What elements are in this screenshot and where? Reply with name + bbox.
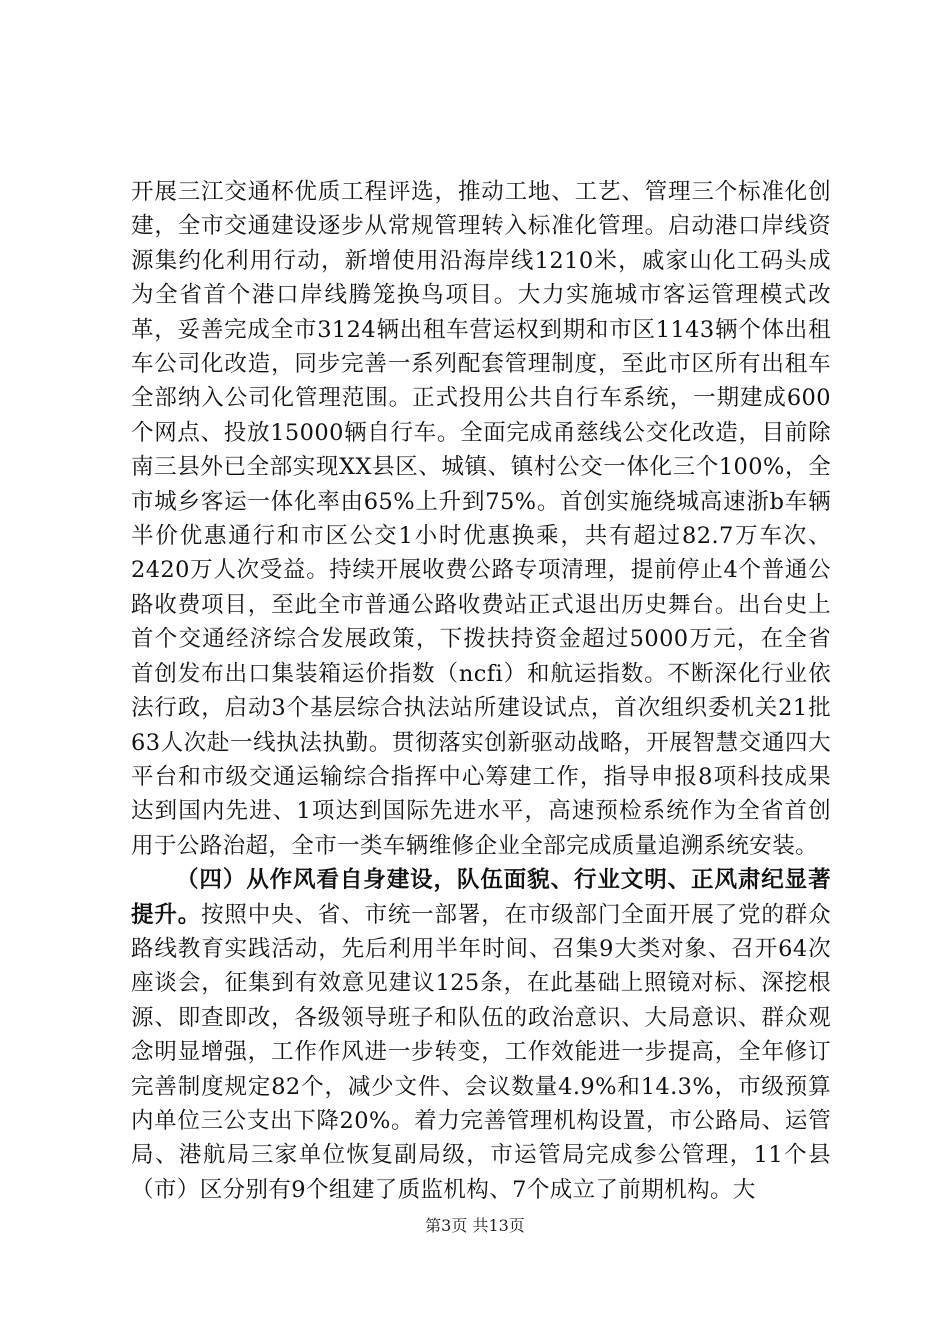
page-footer <box>0 1216 950 1236</box>
paragraph-section-four <box>131 863 831 1207</box>
paragraph-text: 按照中央、省、市统一部署，在市级部门全面开展了党的群众路线教育实践活动，先后利用半年时间、召集9大类对象、召开64次座谈会，征集到有效意见建议125条，在此基础上照镜对标、深挖根源、即查即改，各级领导班子和队伍的政治意识、大局意识、群众观念明显增强，工作作风进一步转变，工作效能进一步提高，全年修订完善制度规定82个，减少文件、会议数量4.9%和14.3%，市级预算内单位三公支出下降20%。着力完善管理机构设置，市公路局、运管局、港航局三家单位恢复副局级，市运管局完成参公管理，11个县（市）区分别有9个组建了质监机构、7个成立了前期机构。大 <box>131 901 831 1203</box>
section-heading: （四）从作风看自身建设，队伍面貌、行业文明、正风肃纪显著提升。 <box>131 867 831 928</box>
document-body <box>131 175 831 1207</box>
paragraph-continuation <box>131 175 831 863</box>
paragraph-text: 开展三江交通杯优质工程评选，推动工地、工艺、管理三个标准化创建，全市交通建设逐步从常规管理转入标准化管理。启动港口岸线资源集约化利用行动，新增使用沿海岸线1210米，戚家山化工码头成为全省首个港口岸线腾笼换鸟项目。大力实施城市客运管理模式改革，妥善完成全市3124辆出租车营运权到期和市区1143辆个体出租车公司化改造，同步完善一系列配套管理制度，至此市区所有出租车全部纳入公司化管理范围。正式投用公共自行车系统，一期建成600个网点、投放15000辆自行车。全面完成甬慈线公交化改造，目前除南三县外已全部实现XX县区、城镇、镇村公交一体化三个100%，全市城乡客运一体化率由65%上升到75%。首创实施绕城高速浙b车辆半价优惠通行和市区公交1小时优惠换乘，共有超过82.7万车次、2420万人次受益。持续开展收费公路专项清理，提前停止4个普通公路收费项目，至此全市普通公路收费站正式退出历史舞台。出台史上首个交通经济综合发展政策，下拨扶持资金超过5000万元，在全省首创发布出口集装箱运价指数（ncfi）和航运指数。不断深化行业依法行政，启动3个基层综合执法站所建设试点，首次组织委机关21批63人次赴一线执法执勤。贯彻落实创新驱动战略，开展智慧交通四大平台和市级交通运输综合指挥中心筹建工作，指导申报8项科技成果达到国内先进、1项达到国际先进水平，高速预检系统作为全省首创用于公路治超，全市一类车辆维修企业全部完成质量追溯系统安装。 <box>131 179 831 859</box>
page-number: 第3页 共13页 <box>425 1216 525 1235</box>
